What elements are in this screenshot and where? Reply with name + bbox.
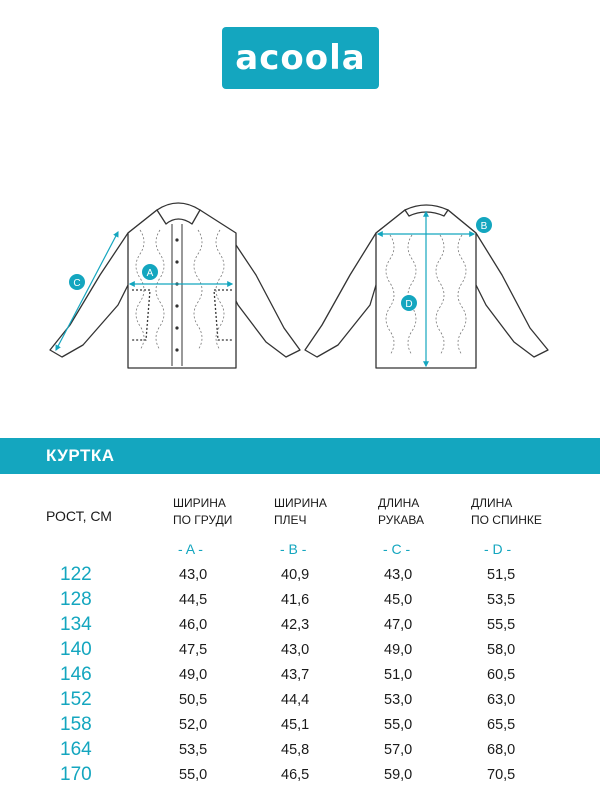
cell-sleeve-length: 53,0 bbox=[384, 692, 413, 708]
row-height: 134 bbox=[60, 614, 92, 635]
cell-sleeve-length: 59,0 bbox=[384, 767, 413, 783]
cell-back-length: 60,5 bbox=[487, 667, 516, 683]
row-height: 128 bbox=[60, 589, 92, 610]
cell-chest-width: 47,5 bbox=[179, 642, 208, 658]
table-row bbox=[0, 714, 600, 739]
column-letter-a: - A - bbox=[178, 541, 203, 557]
cell-shoulder-width: 40,9 bbox=[281, 567, 310, 583]
cell-chest-width: 46,0 bbox=[179, 617, 208, 633]
cell-sleeve-length: 51,0 bbox=[384, 667, 413, 683]
height-column-header: РОСТ, СМ bbox=[46, 508, 112, 524]
table-row bbox=[0, 739, 600, 764]
table-row bbox=[0, 564, 600, 589]
cell-back-length: 55,5 bbox=[487, 617, 516, 633]
column-header-a: ШИРИНА ПО ГРУДИ bbox=[173, 496, 233, 527]
cell-sleeve-length: 45,0 bbox=[384, 592, 413, 608]
marker-b bbox=[476, 217, 492, 233]
cell-chest-width: 50,5 bbox=[179, 692, 208, 708]
brand-logo bbox=[222, 27, 379, 89]
cell-back-length: 51,5 bbox=[487, 567, 516, 583]
column-letter-d: - D - bbox=[484, 541, 512, 557]
row-height: 158 bbox=[60, 714, 92, 735]
cell-shoulder-width: 46,5 bbox=[281, 767, 310, 783]
table-row bbox=[0, 589, 600, 614]
table-row bbox=[0, 764, 600, 789]
svg-text:A: A bbox=[146, 268, 154, 279]
row-height: 164 bbox=[60, 739, 92, 760]
cell-shoulder-width: 45,8 bbox=[281, 742, 310, 758]
column-header-d: ДЛИНА ПО СПИНКЕ bbox=[471, 496, 542, 527]
svg-text:D: D bbox=[405, 299, 413, 310]
cell-sleeve-length: 57,0 bbox=[384, 742, 413, 758]
product-title: КУРТКА bbox=[46, 446, 115, 465]
cell-chest-width: 55,0 bbox=[179, 767, 208, 783]
cell-back-length: 70,5 bbox=[487, 767, 516, 783]
column-header-c: ДЛИНА РУКАВА bbox=[378, 496, 424, 527]
cell-shoulder-width: 42,3 bbox=[281, 617, 310, 633]
brand-logo-text: acoola bbox=[235, 38, 366, 78]
cell-sleeve-length: 49,0 bbox=[384, 642, 413, 658]
row-height: 140 bbox=[60, 639, 92, 660]
table-row bbox=[0, 689, 600, 714]
cell-back-length: 63,0 bbox=[487, 692, 516, 708]
cell-sleeve-length: 47,0 bbox=[384, 617, 413, 633]
cell-shoulder-width: 45,1 bbox=[281, 717, 310, 733]
table-row bbox=[0, 664, 600, 689]
cell-chest-width: 49,0 bbox=[179, 667, 208, 683]
column-letter-b: - B - bbox=[280, 541, 307, 557]
product-title-banner bbox=[0, 438, 600, 474]
cell-chest-width: 44,5 bbox=[179, 592, 208, 608]
marker-d bbox=[401, 295, 417, 311]
row-height: 122 bbox=[60, 564, 92, 585]
row-height: 152 bbox=[60, 689, 92, 710]
svg-text:B: B bbox=[480, 221, 488, 232]
cell-back-length: 65,5 bbox=[487, 717, 516, 733]
svg-text:C: C bbox=[73, 278, 81, 289]
column-letter-c: - C - bbox=[383, 541, 411, 557]
marker-c bbox=[69, 274, 85, 290]
cell-back-length: 68,0 bbox=[487, 742, 516, 758]
marker-a bbox=[142, 264, 158, 280]
table-row bbox=[0, 614, 600, 639]
cell-chest-width: 43,0 bbox=[179, 567, 208, 583]
table-row bbox=[0, 639, 600, 664]
cell-shoulder-width: 43,7 bbox=[281, 667, 310, 683]
cell-shoulder-width: 43,0 bbox=[281, 642, 310, 658]
jacket-measurement-diagram bbox=[0, 190, 600, 390]
row-height: 146 bbox=[60, 664, 92, 685]
cell-sleeve-length: 43,0 bbox=[384, 567, 413, 583]
row-height: 170 bbox=[60, 764, 92, 785]
cell-back-length: 53,5 bbox=[487, 592, 516, 608]
column-header-b: ШИРИНА ПЛЕЧ bbox=[274, 496, 327, 527]
cell-sleeve-length: 55,0 bbox=[384, 717, 413, 733]
jacket-front-view bbox=[50, 203, 300, 368]
cell-chest-width: 52,0 bbox=[179, 717, 208, 733]
cell-shoulder-width: 44,4 bbox=[281, 692, 310, 708]
size-table-body bbox=[0, 564, 600, 789]
cell-chest-width: 53,5 bbox=[179, 742, 208, 758]
cell-shoulder-width: 41,6 bbox=[281, 592, 310, 608]
cell-back-length: 58,0 bbox=[487, 642, 516, 658]
